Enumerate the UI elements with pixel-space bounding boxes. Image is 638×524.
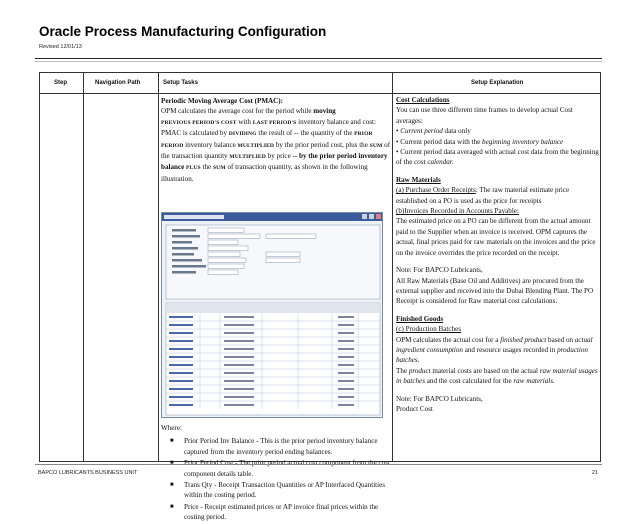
list-item: • Current period data with the beginning inventory balance [396, 137, 564, 146]
revised-date: Revised 12/01/13 [39, 44, 82, 50]
finished-goods-body: OPM calculates the actual cost for a finished product based on actual ingredient consumption and resource usages recorded in production batches. [396, 335, 593, 365]
column-divider [83, 73, 84, 461]
note-label: Note: For BAPCO Lubricants, [396, 266, 483, 275]
page-number: 21 [591, 470, 598, 476]
list-item: ■ Price - Receipt estimated prices or AP invoice final prices within the costing period. [184, 502, 391, 523]
table-header-row [40, 73, 600, 94]
cost-calculations-intro: You can use three different time frames to develop actual Cost averages: [396, 106, 573, 125]
note-body: Product Cost [396, 404, 433, 413]
production-batches-subheading: (c) Production Batches [396, 325, 462, 334]
header-setup-tasks: Setup Tasks [163, 80, 198, 86]
list-item: ■ Prior Period Inv Balance - This is the prior period inventory balance captured from the inventory period ending balances. [184, 436, 391, 457]
pmac-paragraph-2: PMAC is calculated by DIVIDING the result of -- the quantity of the PRIOR PERIOD inventory balance MULTIPLIED by the prior period cost, plus the SUM of the transaction quantity MULTIPLIED by price -- by the prior period inventory balance PLUS the SUM of transaction quantity, as shown in the following illustration. [161, 129, 391, 183]
cost-illustration-screenshot [161, 212, 383, 418]
pmac-heading: Periodic Moving Average Cost (PMAC): [161, 97, 284, 105]
note-label: Note: For BAPCO Lubricants, [396, 394, 483, 403]
raw-materials-po: (a) Purchase Order Receipts: The raw material estimate price established on a PO is used as the price for receipts [396, 186, 570, 205]
footer-business-unit: BAPCO LUBRICANTS BUSINESS UNIT [38, 470, 138, 476]
header-step: Step [54, 80, 68, 86]
finished-goods-heading: Finished Goods [396, 314, 444, 323]
note-body: All Raw Materials (Base Oil and Additives) are procured from the external supplier and received into the Dubai Blending Plant. The PO Receipt is considered for Raw material cost calculations. [396, 276, 594, 306]
header-navigation-path: Navigation Path [95, 80, 141, 86]
list-item: ■ Trans Qty - Receipt Transaction Quantities or AP Interfaced Quantities within the costing period. [184, 480, 391, 501]
list-item: • Current period data only [396, 127, 471, 136]
raw-materials-body: The estimated price on a PO can be different from the actual amount paid to the Supplier when an invoice is received. OPM captures the actual, final prices paid for raw materials on the invoices and the price on the invoice overrides the price recorded on the receipt. [396, 217, 596, 257]
where-label: Where: [161, 424, 182, 432]
raw-materials-invoices: (b)Invoices Recorded in Accounts Payable: [396, 207, 519, 216]
page-title: Oracle Process Manufacturing Configuration [39, 24, 327, 39]
cost-calculations-heading: Cost Calculations [396, 96, 450, 104]
header-rule-light [35, 61, 602, 62]
setup-explanation-cell [396, 95, 600, 414]
where-section [161, 423, 391, 524]
column-divider [158, 73, 159, 461]
definition-list [161, 436, 391, 522]
header-setup-explanation: Setup Explanation [471, 80, 524, 86]
header-rule [35, 58, 602, 59]
list-item: ■ Prior Period Cost - The prior period actual cost component from the cost component details table. [184, 458, 391, 479]
list-item: • Current period data averaged with actual cost data from the beginning of the cost calendar. [396, 148, 599, 167]
pmac-paragraph-1: OPM calculates the average cost for the period while moving PREVIOUS PERIOD'S COST with LAST PERIOD'S inventory balance and cost: [161, 107, 376, 126]
footer-rule [35, 464, 602, 465]
cost-form-image [162, 213, 383, 418]
setup-tasks-cell [161, 96, 391, 184]
raw-materials-heading: Raw Materials [396, 175, 441, 184]
column-divider [392, 73, 393, 461]
finished-goods-body-2: The product material costs are based on the actual raw material usages in batches and the cost calculated for the raw materials. [396, 366, 598, 386]
